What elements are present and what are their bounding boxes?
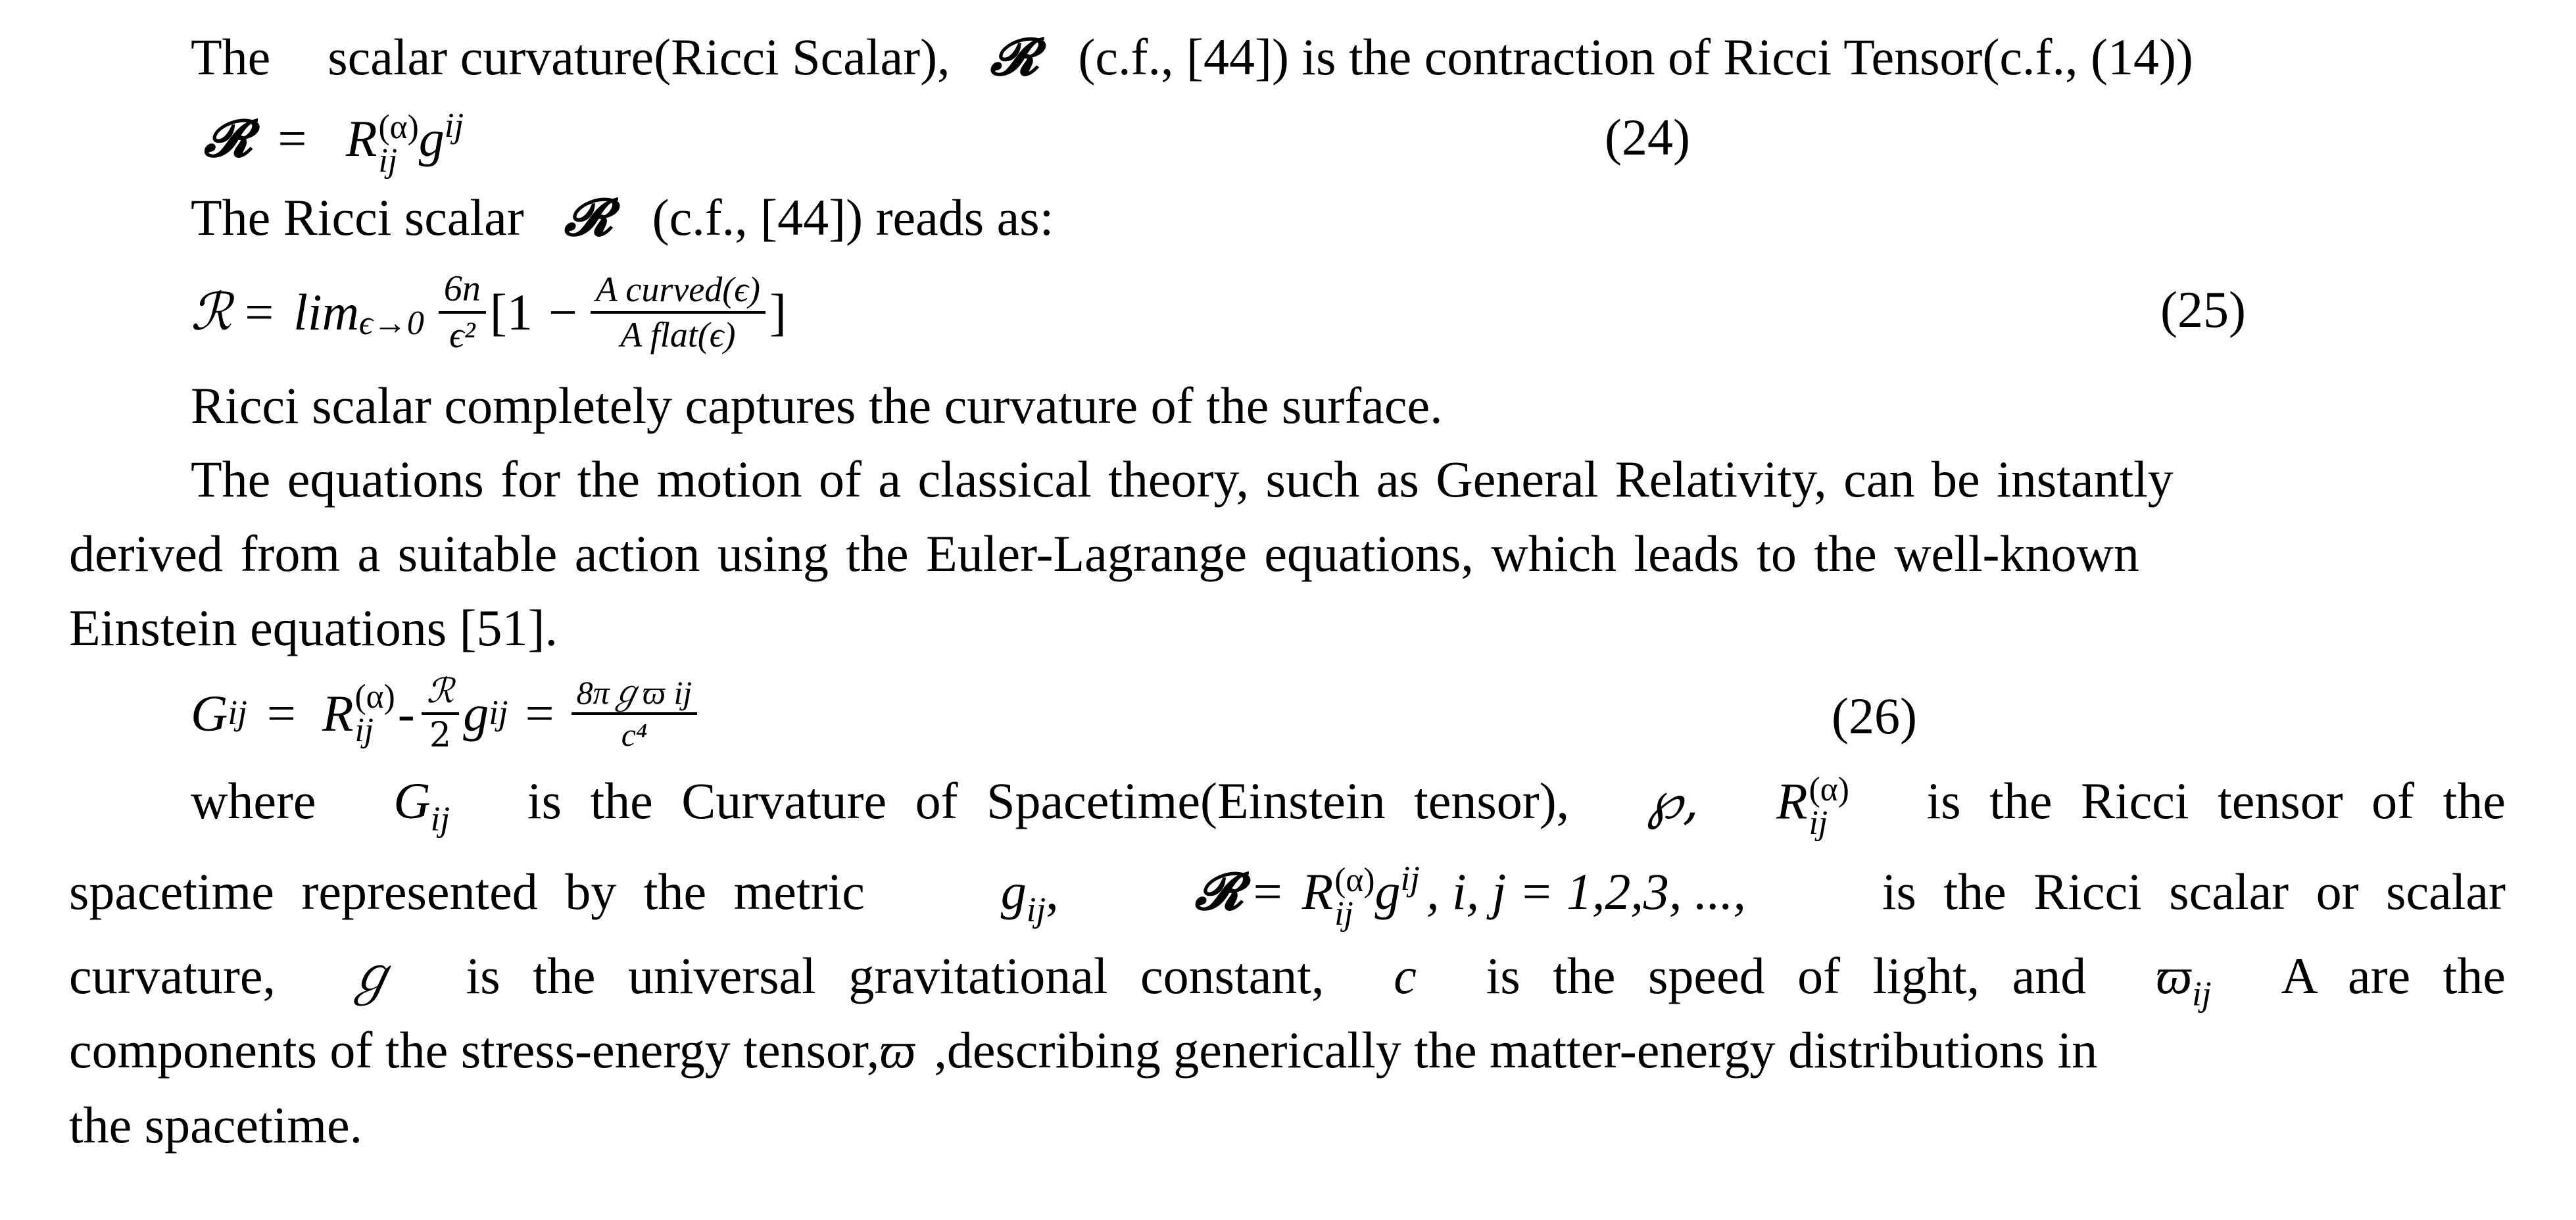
metric-symbol: [1000, 863, 1059, 929]
intro-word: The: [191, 28, 271, 85]
para2-line-3-mid: is the speed of light, and: [1486, 947, 2087, 1004]
equation-25-number: (25): [2160, 281, 2246, 338]
para1-line-2: [69, 525, 2139, 582]
ricci-captures-line: Ricci scalar completely captures the curvature of the surface.: [191, 377, 1443, 434]
eq26-equals-2: =: [525, 685, 554, 742]
eq25-lhs: ℛ: [191, 283, 232, 342]
equation-25: [191, 263, 787, 362]
ricci-R-sup: (α): [1809, 771, 1849, 808]
ricci-scalar-def-eq: =: [1253, 863, 1282, 921]
para1-line-1: [191, 451, 2506, 508]
eq25-equals: =: [245, 283, 274, 341]
eq26-g: g: [463, 685, 489, 742]
eq25-close: ]: [769, 283, 787, 341]
ricci-reads-text-end: (c.f., [44]) reads as:: [652, 189, 1054, 246]
speed-of-light-symbol: c: [1394, 947, 1417, 1004]
stress-energy-w-sub: ij: [2192, 975, 2212, 1013]
eq24-lhs: 𝓡: [204, 109, 252, 169]
equation-24-number: (24): [1605, 109, 1690, 166]
index-range: , i, j = 1,2,3, ...,: [1426, 863, 1746, 921]
eq26-frac1-den: 2: [429, 716, 451, 755]
para2-line-1-text: is the Curvature of Spacetime(Einstein tensor),: [527, 772, 1570, 830]
para2-line-1-end: is the Ricci tensor of the: [1926, 772, 2506, 830]
eq24-g-sup: ij: [444, 107, 464, 145]
para2-line-2-text: spacetime represented by the metric: [69, 863, 865, 921]
eq25-minus: −: [548, 283, 577, 341]
para2-line-2: [69, 862, 2506, 931]
eq25-frac1-num: 6n: [439, 270, 486, 314]
ricci-scalar-def-R-indices: [1334, 861, 1375, 933]
eq26-frac1-num: ℛ: [422, 673, 460, 715]
para2-curvature: curvature,: [69, 947, 276, 1004]
intro-text: scalar curvature(Ricci Scalar),: [328, 28, 950, 85]
eq26-R-indices: [354, 677, 395, 749]
para2-line-4: [69, 1021, 2098, 1079]
eq24-g: g: [418, 110, 445, 168]
ricci-scalar-symbol: 𝓡: [990, 27, 1038, 87]
metric-comma: ,: [1046, 863, 1059, 921]
eq25-lim: lim: [293, 283, 359, 341]
eq26-R-sub: ij: [354, 712, 374, 749]
eq26-R: R: [322, 685, 354, 742]
eq26-frac2-den: c⁴: [621, 716, 648, 753]
equation-24: [204, 109, 464, 178]
eq25-fraction-1: [439, 270, 486, 355]
para2-line-3-end: A are the: [2281, 947, 2506, 1004]
equation-26-number: (26): [1832, 687, 1917, 744]
ricci-reads-text: The Ricci scalar: [191, 189, 524, 246]
ricci-scalar-def-R-sub: ij: [1334, 895, 1353, 933]
intro-line: [191, 27, 2193, 87]
para2-line-1: [191, 773, 2506, 841]
eq26-equals-1: =: [266, 685, 296, 742]
ricci-scalar-def-R-sup: (α): [1334, 861, 1375, 899]
eq26-g-sub: ij: [489, 694, 508, 733]
eq25-frac2-num: A curved(ϵ): [591, 271, 766, 314]
eq26-minus: -: [397, 685, 415, 742]
eq26-G: G: [191, 685, 228, 742]
weierstrass-symbol: ℘,: [1646, 771, 1699, 831]
eq26-R-sup: (α): [354, 677, 395, 716]
para2-line-3-text: is the universal gravitational constant,: [466, 947, 1324, 1004]
ricci-R-sub: ij: [1809, 804, 1828, 842]
para2-line-3: [69, 946, 2506, 1013]
para2-where: where: [191, 772, 316, 830]
ricci-scalar-symbol-2: 𝓡: [564, 187, 612, 247]
ricci-scalar-symbol-3: 𝓡: [1194, 862, 1243, 922]
einstein-G: G: [393, 772, 431, 830]
stress-energy-component: [2156, 947, 2212, 1013]
eq25-fraction-2: [591, 271, 766, 353]
eq24-equals: =: [278, 110, 307, 168]
ricci-R-indices: [1809, 773, 1849, 841]
eq24-R-sup: (α): [378, 108, 419, 146]
ricci-scalar-def-R: R: [1301, 863, 1334, 921]
para2-line-4-end: ,describing generically the matter-energy distributions in: [934, 1021, 2098, 1079]
ricci-R: R: [1776, 772, 1808, 830]
einstein-tensor-symbol: [393, 772, 450, 839]
intro-text-end: (c.f., [44]) is the contraction of Ricci Tensor(c.f., (14)): [1078, 28, 2193, 85]
eq25-frac1-den: ϵ²: [449, 315, 475, 356]
eq26-G-sub: ij: [228, 694, 247, 733]
eq26-fraction-1: [422, 673, 460, 753]
ricci-tensor-symbol: [1776, 773, 1849, 841]
para1-line-2-text: derived from a suitable action using the Euler-Lagrange equations, which leads to the well-known: [69, 525, 2139, 582]
einstein-G-sub: ij: [430, 800, 450, 839]
para2-line-2-end: is the Ricci scalar or scalar: [1882, 863, 2506, 921]
stress-energy-tensor-symbol: ϖ: [879, 1021, 916, 1079]
eq24-R-indices: [379, 110, 419, 178]
ricci-scalar-def-g: g: [1374, 863, 1401, 921]
metric-g: g: [1000, 863, 1027, 921]
stress-energy-w: ϖ: [2156, 947, 2193, 1004]
para2-line-4-text: components of the stress-energy tensor,: [69, 1021, 880, 1079]
eq25-frac2-den: A flat(ϵ): [620, 315, 736, 354]
para1-line-1-text: The equations for the motion of a classical theory, such as General Relativity, can be instantly: [191, 451, 2174, 508]
eq25-lim-sub: ϵ→0: [358, 305, 424, 342]
para1-line-3: Einstein equations [51].: [69, 599, 558, 656]
eq25-open: [1: [489, 283, 533, 341]
eq26-frac2-num: 8πℊϖ ij: [571, 675, 698, 716]
para2-line-5: the spacetime.: [69, 1096, 363, 1154]
equation-26: [191, 664, 701, 763]
eq24-R-sub: ij: [378, 142, 398, 180]
metric-g-sub: ij: [1026, 891, 1046, 929]
eq26-fraction-2: [571, 675, 698, 752]
gravitational-constant-symbol: ℊ: [345, 946, 397, 1006]
ricci-scalar-def: [1195, 862, 1746, 931]
ricci-scalar-def-g-sup: ij: [1400, 860, 1420, 898]
ricci-reads-line: [191, 187, 1054, 247]
eq24-R: R: [345, 110, 377, 168]
